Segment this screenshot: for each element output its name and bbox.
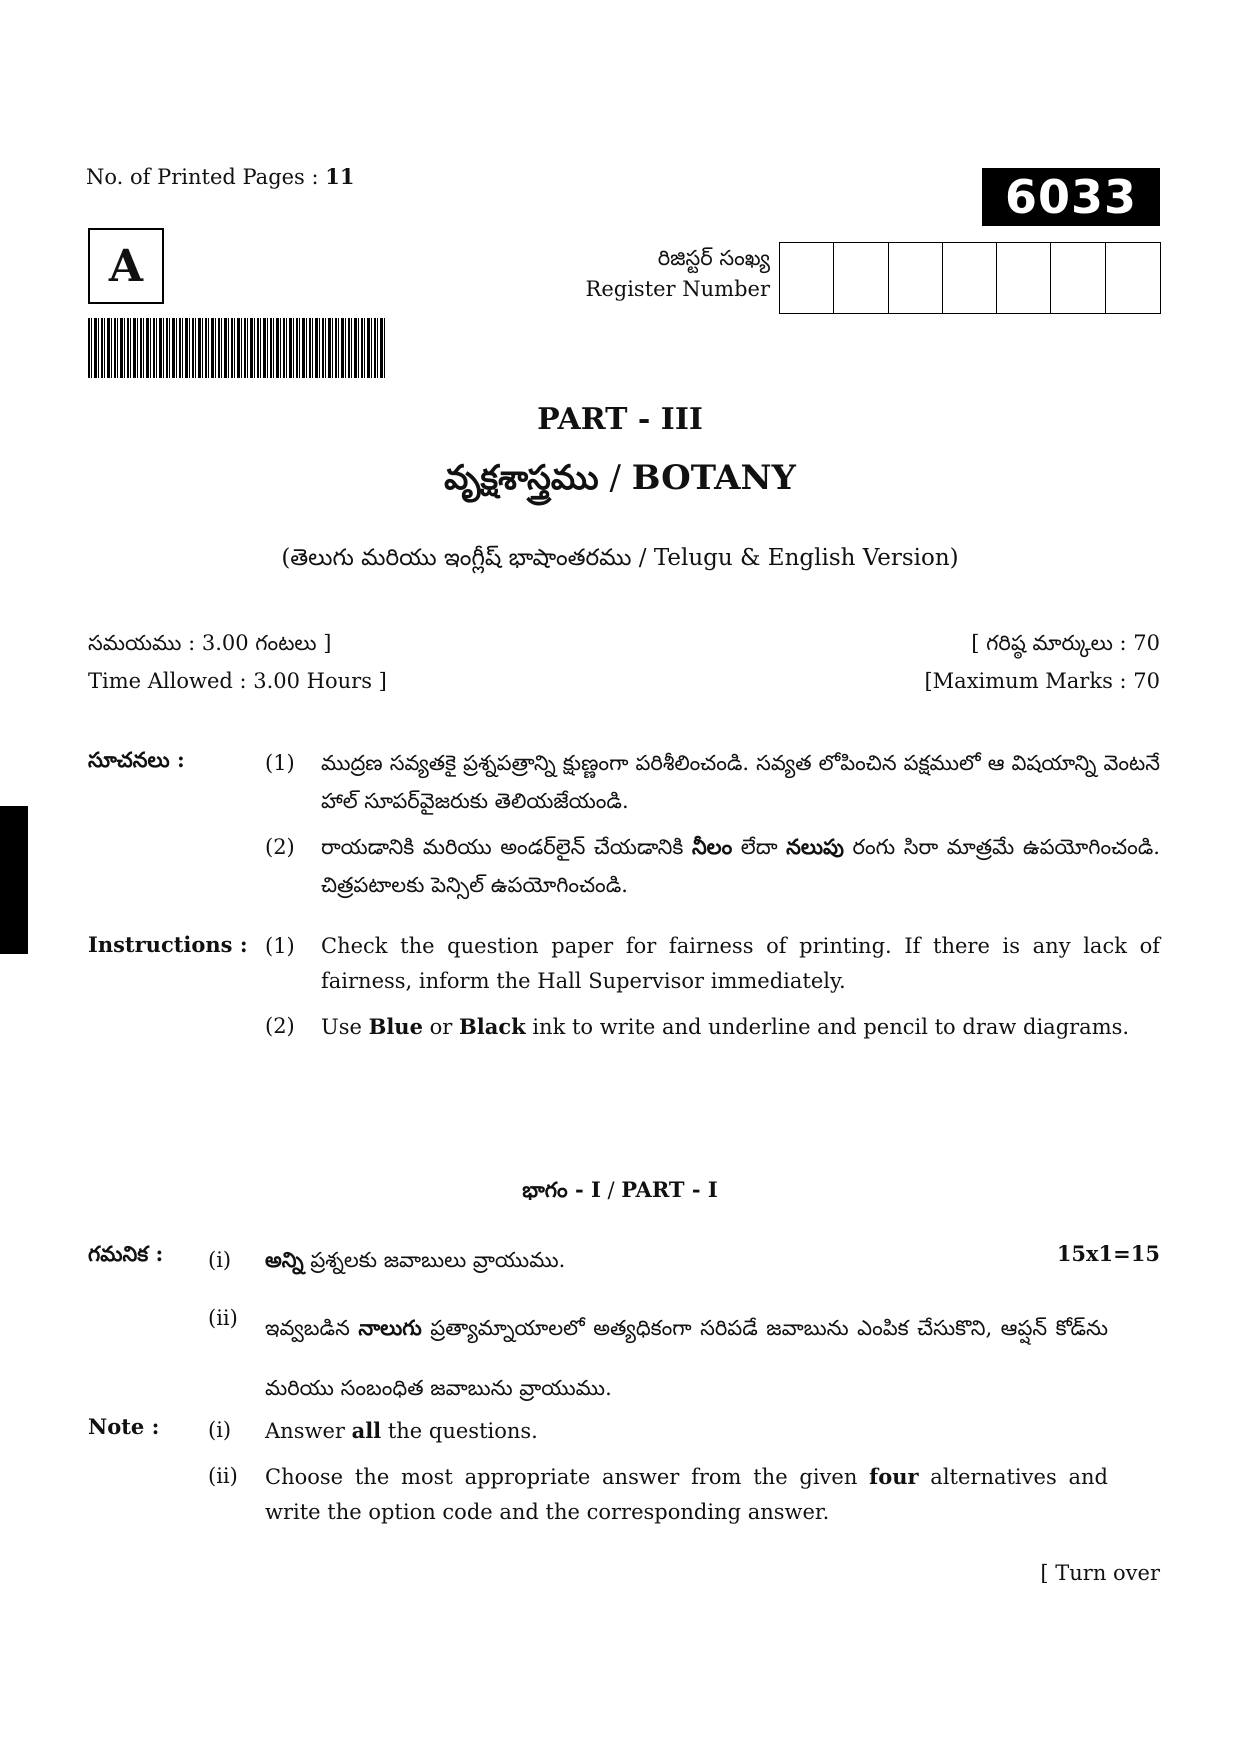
item-text bbox=[321, 1009, 1160, 1045]
note-telugu-label: గమనిక : bbox=[88, 1241, 164, 1266]
text-bold: నలుపు bbox=[786, 834, 844, 859]
text-part: ink to write and underline and pencil to draw diagrams. bbox=[525, 1015, 1130, 1039]
text-bold: నీలం bbox=[691, 834, 733, 859]
printed-pages-value: 11 bbox=[325, 164, 355, 189]
note-english-2 bbox=[208, 1459, 1108, 1530]
item-text bbox=[321, 828, 1160, 904]
item-number: (ii) bbox=[208, 1306, 238, 1330]
time-allowed bbox=[88, 624, 387, 700]
register-digit-box[interactable] bbox=[1051, 243, 1105, 313]
item-text bbox=[265, 1240, 1108, 1280]
item-text: Check the question paper for fairness of printing. If there is any lack of fairness, inform the Hall Supervisor immediately. bbox=[321, 934, 1160, 993]
text-part: Answer bbox=[265, 1419, 352, 1443]
printed-pages-label: No. of Printed Pages : bbox=[86, 165, 326, 189]
item-number: (1) bbox=[265, 934, 295, 958]
item-number: (1) bbox=[265, 751, 295, 775]
instructions-english-label: Instructions : bbox=[88, 932, 248, 957]
text-bold: Blue bbox=[368, 1014, 423, 1039]
text-part: ఇవ్వబడిన bbox=[265, 1316, 359, 1340]
instructions-english bbox=[265, 929, 1160, 1045]
side-margin-tab bbox=[0, 806, 28, 954]
item-text bbox=[265, 1459, 1108, 1530]
text-part: లేదా bbox=[732, 835, 787, 859]
item-number: (i) bbox=[208, 1418, 232, 1442]
subject-telugu: వృక్షశాస్త్రము bbox=[444, 458, 599, 498]
item-text bbox=[265, 1298, 1108, 1418]
register-digit-box[interactable] bbox=[889, 243, 943, 313]
item-number: (2) bbox=[265, 1014, 295, 1038]
item-text: ముద్రణ సవ్యతకై ప్రశ్నపత్రాన్ని క్షుణ్ణంగా పరిశీలించండి. సవ్యత లోపించిన పక్షములో ఆ విషయాన్ని వెంటనే హాల్ సూపర్‌వైజరుకు తెలియజేయండి. bbox=[321, 751, 1160, 813]
part-one-separator: / bbox=[600, 1178, 622, 1202]
note-telugu-1 bbox=[208, 1240, 1108, 1280]
text-bold: all bbox=[351, 1418, 382, 1443]
text-part: Choose the most appropriate answer from the given bbox=[265, 1465, 870, 1489]
text-part: ప్రత్యామ్నాయాలలో అత్యధికంగా సరిపడే జవాబును ఎంపిక చేసుకొని, ఆప్షన్ కోడ్‌ను మరియు సంబంధిత జవాబును వ్రాయుము. bbox=[265, 1316, 1109, 1400]
text-part: Use bbox=[321, 1015, 369, 1039]
register-label-english: Register Number bbox=[585, 277, 770, 302]
barcode-image bbox=[88, 318, 385, 378]
text-bold: నాలుగు bbox=[358, 1315, 422, 1340]
text-part: రాయడానికి మరియు అండర్‌లైన్ చేయడానికి bbox=[321, 835, 692, 859]
part-one-heading bbox=[0, 1176, 1240, 1204]
time-telugu: సమయము : 3.00 గంటలు ] bbox=[88, 631, 332, 655]
instruction-english-1 bbox=[265, 929, 1160, 999]
register-digit-box[interactable] bbox=[997, 243, 1051, 313]
note-english-label: Note : bbox=[88, 1414, 160, 1439]
instruction-telugu-1 bbox=[265, 744, 1160, 820]
printed-pages bbox=[86, 163, 355, 191]
subject-title bbox=[0, 458, 1240, 506]
note-english-1 bbox=[208, 1413, 1108, 1449]
instructions-telugu-label: సూచనలు : bbox=[88, 747, 185, 772]
item-number: (i) bbox=[208, 1248, 232, 1272]
register-digit-box[interactable] bbox=[1106, 243, 1160, 313]
turn-over: [ Turn over bbox=[1040, 1561, 1160, 1585]
text-bold: Black bbox=[458, 1014, 526, 1039]
text-part: the questions. bbox=[381, 1419, 538, 1443]
text-part: alternatives and write the option code and the corresponding answer. bbox=[265, 1465, 1108, 1524]
part-heading: PART - III bbox=[537, 402, 703, 437]
maximum-marks bbox=[924, 624, 1160, 700]
note-telugu-2 bbox=[208, 1298, 1108, 1418]
register-number-boxes[interactable] bbox=[779, 242, 1161, 314]
note-english bbox=[208, 1413, 1108, 1530]
register-digit-box[interactable] bbox=[780, 243, 834, 313]
item-number: (ii) bbox=[208, 1464, 238, 1488]
register-digit-box[interactable] bbox=[834, 243, 888, 313]
marks-telugu: [ గరిష్ఠ మార్కులు : 70 bbox=[971, 631, 1160, 655]
subject-separator: / bbox=[598, 458, 632, 498]
item-number: (2) bbox=[265, 835, 295, 859]
item-text bbox=[265, 1413, 1108, 1449]
part-one-marks: 15x1=15 bbox=[1056, 1241, 1160, 1266]
text-part: రంగు సిరా మాత్రమే ఉపయోగించండి. చిత్రపటాలకు పెన్సిల్ ఉపయోగించండి. bbox=[321, 835, 1160, 897]
time-english: Time Allowed : 3.00 Hours ] bbox=[88, 669, 387, 693]
instructions-telugu bbox=[265, 744, 1160, 904]
marks-english: [Maximum Marks : 70 bbox=[924, 669, 1160, 693]
version-line: (తెలుగు మరియు ఇంగ్లీష్ భాషాంతరము / Telugu & English Version) bbox=[281, 545, 959, 571]
text-part: ప్రశ్నలకు జవాబులు వ్రాయుము. bbox=[303, 1248, 566, 1272]
subject-english: BOTANY bbox=[631, 458, 796, 498]
part-one-telugu: భాగం - I bbox=[522, 1177, 601, 1202]
register-label-telugu: రిజిస్టర్ సంఖ్య bbox=[657, 246, 770, 270]
register-number-labels bbox=[520, 246, 770, 302]
register-digit-box[interactable] bbox=[943, 243, 997, 313]
text-part: or bbox=[422, 1015, 459, 1039]
set-code: A bbox=[88, 228, 164, 304]
instruction-english-2 bbox=[265, 1009, 1160, 1045]
note-telugu bbox=[208, 1240, 1108, 1418]
text-bold: అన్ని bbox=[265, 1247, 304, 1272]
part-one-english: PART - I bbox=[621, 1177, 718, 1202]
instruction-telugu-2 bbox=[265, 828, 1160, 904]
text-bold: four bbox=[869, 1464, 919, 1489]
paper-code: 6033 bbox=[982, 168, 1160, 226]
